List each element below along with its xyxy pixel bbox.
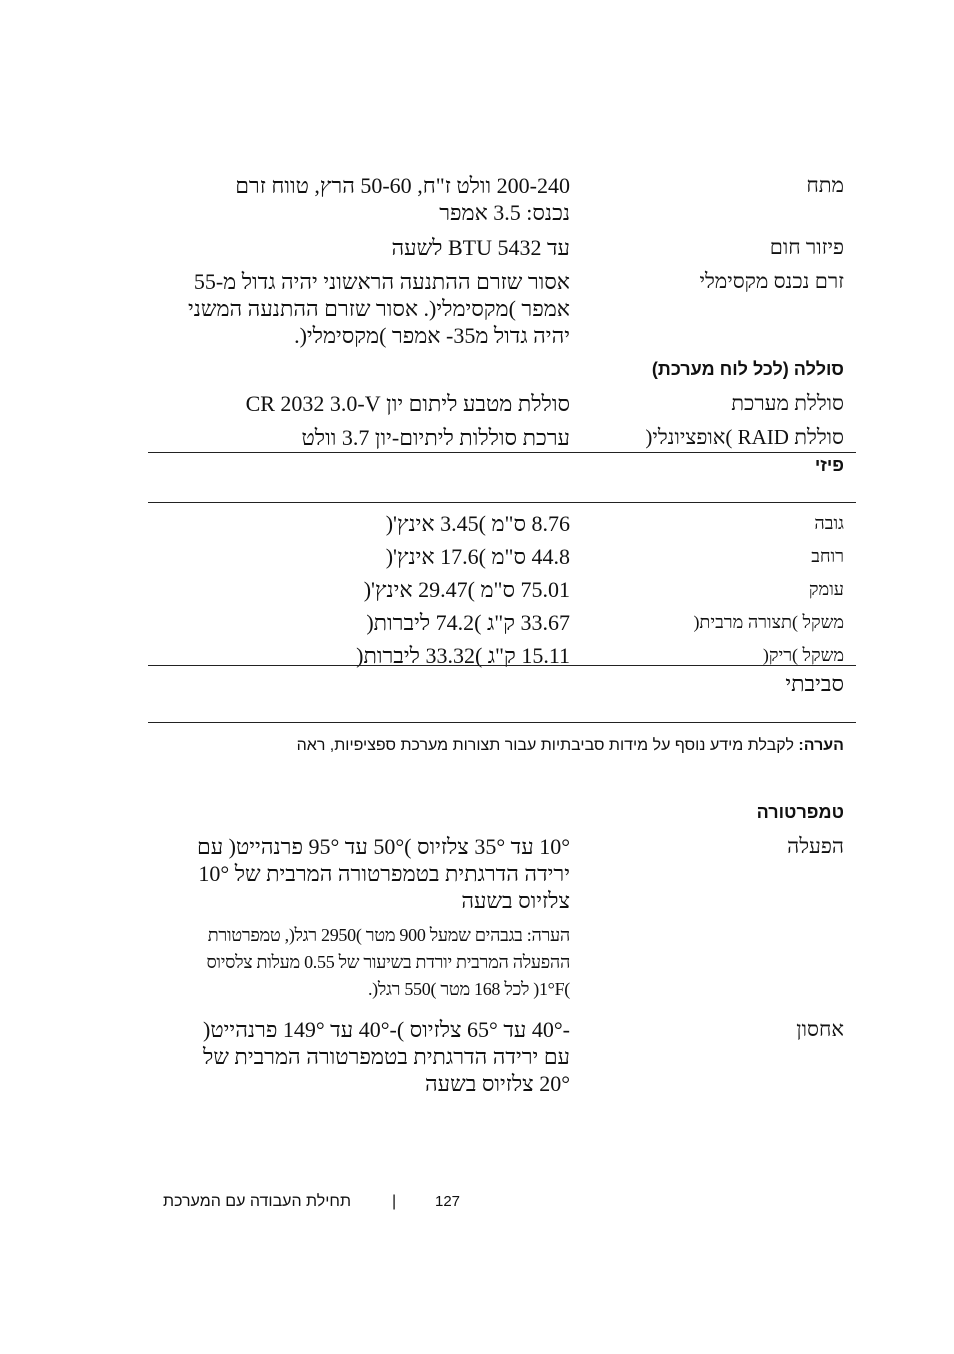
- inrush-value-line-3: יהיה גדול מ35- אמפר )מקסימלי(.: [294, 323, 570, 348]
- weight-empty-label: משקל )ריק(: [762, 645, 844, 665]
- system-battery-label: סוללת מערכת: [731, 391, 844, 415]
- operating-note-line-3: )1°F( לכל 168 מטר )550 רגל(.: [367, 979, 570, 999]
- note-prefix: הערה:: [798, 737, 844, 754]
- temperature-heading: טמפרטורה: [756, 802, 844, 822]
- storage-value: [150, 1016, 570, 1097]
- environmental-note: [124, 735, 844, 757]
- divider: [148, 502, 856, 503]
- raid-battery-label: סוללת RAID )אופציונלי(: [645, 425, 844, 449]
- environmental-heading: סביבתי: [785, 671, 844, 696]
- footer-title: תחילת העבודה עם המערכת: [163, 1193, 351, 1210]
- battery-heading: סוללה (לכל לוח מערכת): [651, 359, 844, 379]
- system-battery-value: סוללת מטבע ליתום יון CR 2032 3.0-V: [245, 391, 570, 416]
- voltage-value: [150, 172, 570, 226]
- page-number: 127: [435, 1193, 461, 1210]
- operating-value-line-3: צלזיוס בשעה: [461, 888, 570, 913]
- width-label: רוחב: [811, 546, 844, 566]
- footer-separator: |: [392, 1193, 397, 1210]
- storage-label: אחסון: [796, 1017, 844, 1041]
- physical-heading: פיזי: [814, 455, 844, 475]
- voltage-label: מתח: [806, 173, 844, 197]
- inrush-label: זרם נכנס מקסימלי: [699, 269, 844, 293]
- width-value: 44.8 ס"מ )17.6 אינץ'(: [385, 544, 570, 569]
- operating-value: [150, 833, 570, 914]
- voltage-value-line-1: 200-240 וולט ז"ח, 50-60 הרץ, טווח זרם: [235, 173, 570, 198]
- inrush-value: [150, 268, 570, 349]
- depth-label: עומק: [808, 579, 844, 599]
- inrush-value-line-1: אסור שזרם ההתנעה הראשוני יהיה גדול מ-55: [193, 269, 570, 294]
- weight-max-value: 33.67 ק"ג )74.2 ליברות(: [366, 610, 570, 635]
- weight-max-label: משקל )תצורה מרבית(: [693, 612, 844, 632]
- divider: [148, 665, 856, 666]
- operating-note-line-1: הערה: בגבהים שמעל 900 מטר )2950 רגל(, טמפרטורת: [207, 925, 570, 945]
- storage-value-line-1: -40° עד 65° צלזיוס )-40° עד 149° פרנהייט(: [203, 1017, 570, 1042]
- storage-value-line-3: 20° צלזיוס בשעה: [425, 1071, 570, 1096]
- height-label: גובה: [814, 513, 844, 533]
- divider: [148, 722, 856, 723]
- operating-label: הפעלה: [787, 834, 844, 858]
- depth-value: 75.01 ס"מ )29.47 אינץ'(: [363, 577, 570, 602]
- operating-note-line-2: ההפעלה המרבית יורדת בשיעור של 0.55 מעלות צלסיוס: [206, 952, 570, 972]
- note-text: לקבלת מידע נוסף על מידות סביבתיות עבור תצורות מערכת ספציפיות, ראה: [296, 737, 799, 754]
- operating-note: [130, 922, 570, 1003]
- height-value: 8.76 ס"מ )3.45 אינץ'(: [385, 511, 570, 536]
- heat-value: עד BTU 5432 לשעה: [391, 235, 570, 260]
- weight-empty-value: 15.11 ק"ג )33.32 ליברות(: [356, 643, 570, 668]
- inrush-value-line-2: אמפר )מקסימלי(. אסור שזרם ההתנעה המשני: [187, 296, 570, 321]
- operating-value-line-1: 10° עד 35° צלזיוס )50° עד 95° פרנהייט( עם: [197, 834, 570, 859]
- operating-value-line-2: ירידה הדרגתית בטמפרטורה המרבית של 10°: [198, 861, 570, 886]
- storage-value-line-2: עם ירידה הדרגתית בטמפרטורה המרבית של: [203, 1044, 570, 1069]
- heat-label: פיזור חום: [769, 235, 844, 259]
- voltage-value-line-2: נכנס: 3.5 אמפר: [439, 200, 570, 225]
- raid-battery-value: ערכת סוללות ליתיום-יון 3.7 וולט: [301, 425, 570, 450]
